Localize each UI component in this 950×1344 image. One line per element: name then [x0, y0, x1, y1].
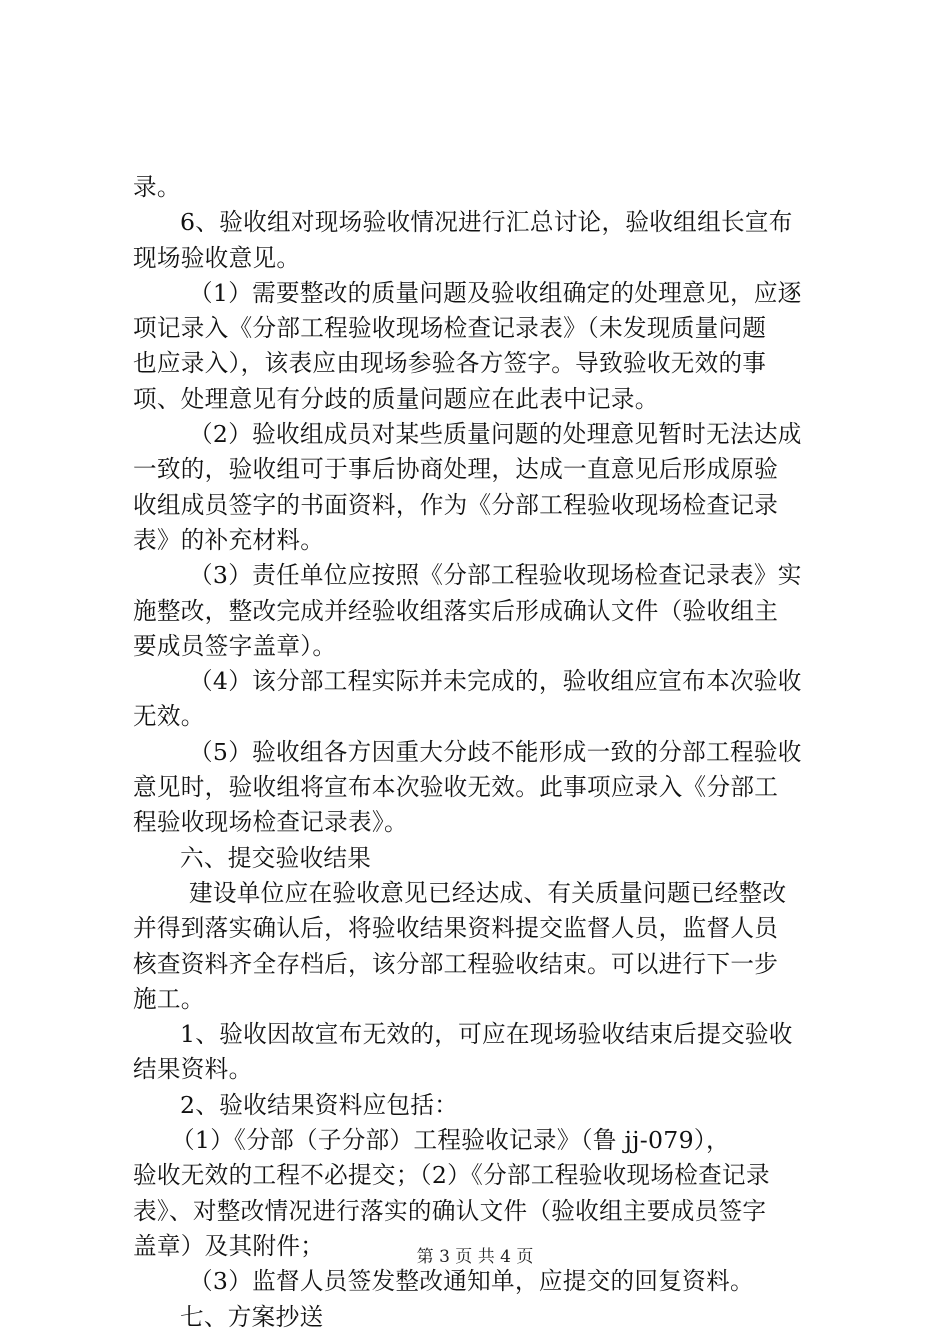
section-heading: 六、提交验收结果	[180, 843, 372, 872]
text-line: 一致的，验收组可于事后协商处理，达成一直意见后形成原验	[133, 455, 779, 484]
text-line: 无效。	[133, 702, 205, 731]
text-line: 结果资料。	[133, 1055, 253, 1084]
document-body	[133, 170, 833, 1335]
text-line: 表》的补充材料。	[133, 525, 325, 554]
text-line: 2、验收结果资料应包括：	[180, 1090, 459, 1119]
text-line: 录。	[133, 173, 181, 201]
text-line: （4）该分部工程实际并未完成的，验收组应宣布本次验收	[189, 667, 802, 696]
text-line: 施整改，整改完成并经验收组落实后形成确认文件（验收组主	[133, 596, 779, 625]
text-line: （1）需要整改的质量问题及验收组确定的处理意见，应逐	[189, 278, 802, 307]
text-line: 建设单位应在验收意见已经达成、有关质量问题已经整改	[189, 878, 787, 907]
text-line: 1、验收因故宣布无效的，可应在现场验收结束后提交验收	[180, 1020, 793, 1049]
text-line: 并得到落实确认后，将验收结果资料提交监督人员，监督人员	[133, 914, 779, 943]
text-line: （1）《分部（子分部）工程验收记录》（鲁 jj-079），	[171, 1126, 730, 1155]
text-line: 核查资料齐全存档后，该分部工程验收结束。可以进行下一步	[133, 949, 779, 978]
text-line: 项记录入《分部工程验收现场检查记录表》（未发现质量问题	[133, 314, 767, 343]
text-line: （3）责任单位应按照《分部工程验收现场检查记录表》实	[189, 561, 802, 590]
text-line: 施工。	[133, 984, 205, 1013]
text-line: 6、验收组对现场验收情况进行汇总讨论，验收组组长宣布	[180, 208, 793, 237]
text-line: 收组成员签字的书面资料，作为《分部工程验收现场检查记录	[133, 490, 779, 519]
text-line: 程验收现场检查记录表》。	[133, 808, 408, 837]
text-line: 验收无效的工程不必提交；（2）《分部工程验收现场检查记录	[133, 1161, 770, 1190]
page-number-footer: 第 3 页 共 4 页	[416, 1247, 534, 1267]
text-line: （2）验收组成员对某些质量问题的处理意见暂时无法达成	[189, 420, 802, 449]
text-line: （3）监督人员签发整改通知单，应提交的回复资料。	[189, 1267, 754, 1296]
text-line: （5）验收组各方因重大分歧不能形成一致的分部工程验收	[189, 737, 802, 766]
text-line: 表》、对整改情况进行落实的确认文件（验收组主要成员签字	[133, 1196, 767, 1225]
text-line: 项、处理意见有分歧的质量问题应在此表中记录。	[133, 384, 659, 413]
text-line: 意见时，验收组将宣布本次验收无效。此事项应录入《分部工	[133, 773, 779, 802]
section-heading: 七、方案抄送	[180, 1302, 324, 1331]
text-line: 要成员签字盖章）。	[133, 631, 337, 660]
text-line: 盖章）及其附件；	[133, 1231, 325, 1260]
text-line: 也应录入），该表应由现场参验各方签字。导致验收无效的事	[133, 349, 767, 378]
text-line: 现场验收意见。	[133, 243, 301, 272]
